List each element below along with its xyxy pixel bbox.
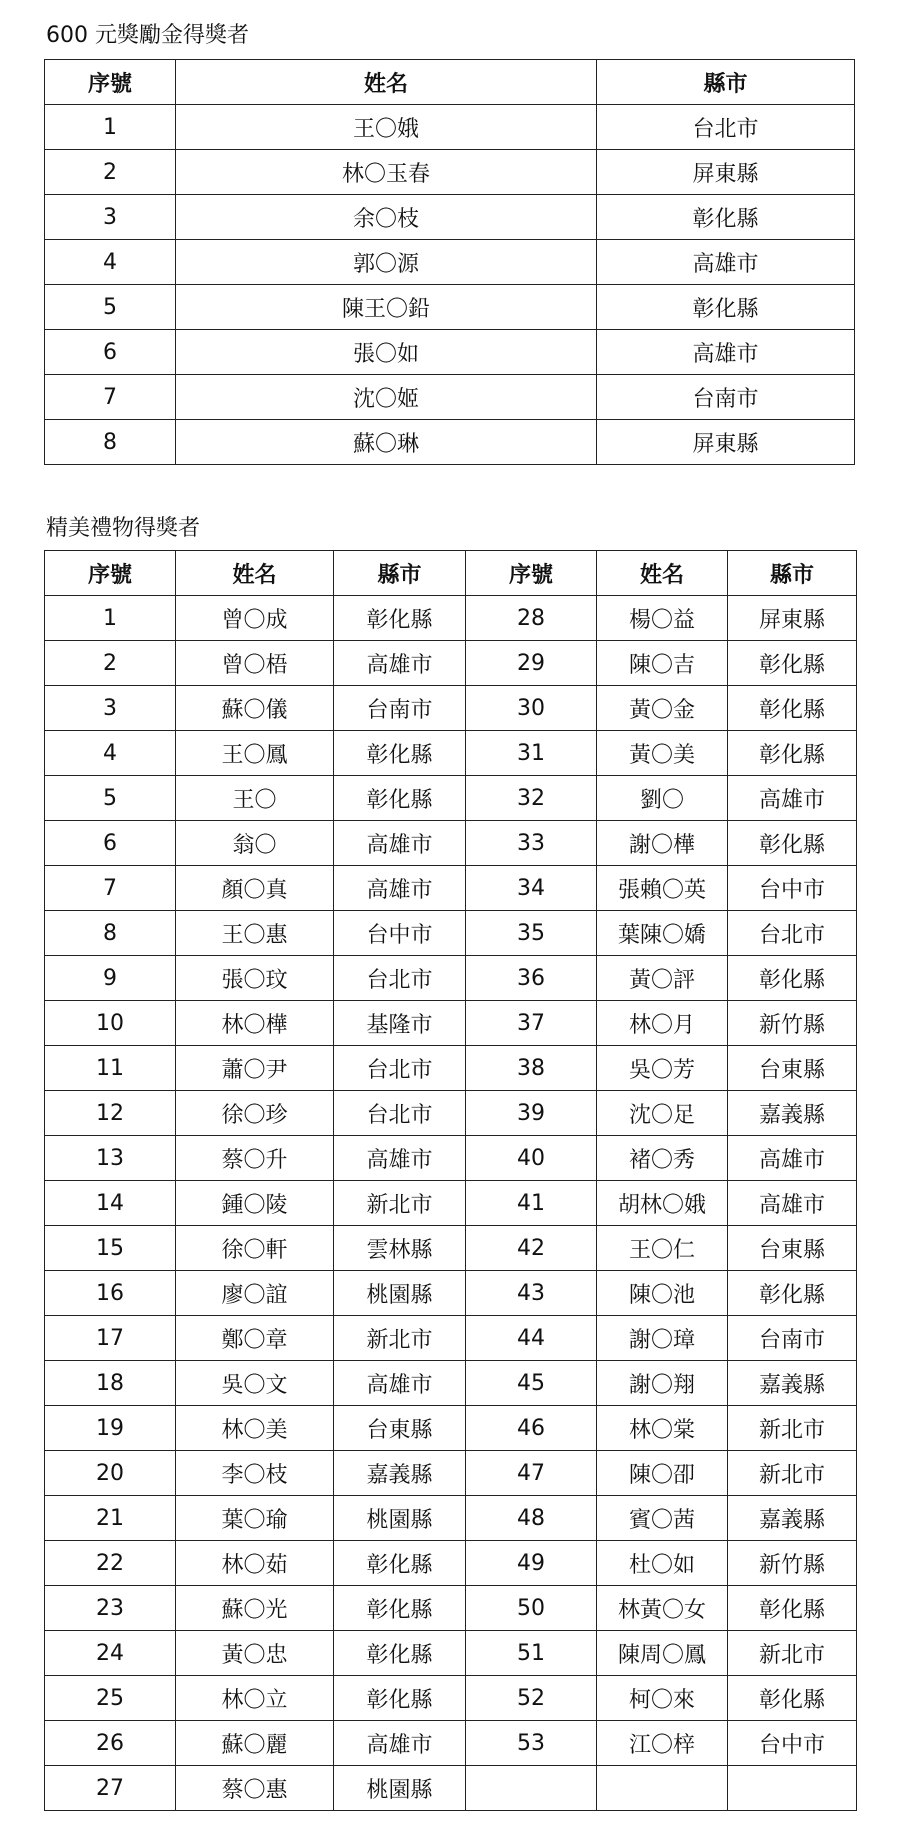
cell-city: 彰化縣 [334, 776, 466, 821]
cell-city: 高雄市 [334, 1721, 466, 1766]
table-row [45, 1361, 857, 1406]
cell-serial: 42 [466, 1226, 597, 1271]
cell-city: 桃園縣 [334, 1766, 466, 1811]
cell-city: 台北市 [728, 911, 857, 956]
cell-name: 葉陳〇嬌 [597, 911, 728, 956]
cell-serial: 46 [466, 1406, 597, 1451]
cell-name: 杜〇如 [597, 1541, 728, 1586]
cell-serial: 49 [466, 1541, 597, 1586]
cell-city: 新竹縣 [728, 1001, 857, 1046]
cell-serial: 28 [466, 596, 597, 641]
cell-city: 高雄市 [334, 1136, 466, 1181]
cash-prize-rows [45, 105, 855, 465]
cell-name: 翁〇 [176, 821, 334, 866]
cell-name: 王〇娥 [176, 105, 597, 150]
cell-name: 李〇枝 [176, 1451, 334, 1496]
cell-name: 林黃〇女 [597, 1586, 728, 1631]
cell-city: 台中市 [728, 1721, 857, 1766]
cell-name: 顏〇真 [176, 866, 334, 911]
table-row [45, 1496, 857, 1541]
cell-name: 黃〇評 [597, 956, 728, 1001]
cell-name: 林〇茹 [176, 1541, 334, 1586]
cell-name: 黃〇金 [597, 686, 728, 731]
cell-serial: 2 [45, 150, 176, 195]
cell-city: 新北市 [728, 1631, 857, 1676]
cell-serial: 7 [45, 866, 176, 911]
cell-city: 台北市 [334, 956, 466, 1001]
cell-name: 林〇立 [176, 1676, 334, 1721]
table-row [45, 150, 855, 195]
cell-name: 張〇如 [176, 330, 597, 375]
cell-name: 劉〇 [597, 776, 728, 821]
cell-name: 葉〇瑜 [176, 1496, 334, 1541]
cell-city: 屏東縣 [597, 150, 855, 195]
cell-serial: 33 [466, 821, 597, 866]
cell-city: 台東縣 [728, 1046, 857, 1091]
cell-serial: 12 [45, 1091, 176, 1136]
cell-name: 張〇玟 [176, 956, 334, 1001]
cell-city: 彰化縣 [728, 1271, 857, 1316]
cell-city: 台東縣 [728, 1226, 857, 1271]
cell-serial: 9 [45, 956, 176, 1001]
cell-serial: 25 [45, 1676, 176, 1721]
table-row [45, 240, 855, 285]
cell-city: 屏東縣 [728, 596, 857, 641]
cell-name: 楊〇益 [597, 596, 728, 641]
header-name: 姓名 [176, 60, 597, 105]
cell-name: 蘇〇光 [176, 1586, 334, 1631]
table-row [45, 1451, 857, 1496]
table-row [45, 1091, 857, 1136]
cell-city: 台東縣 [334, 1406, 466, 1451]
cell-city: 彰化縣 [597, 285, 855, 330]
section-title-cash-prize: 600 元獎勵金得獎者 [46, 23, 249, 48]
cell-name: 徐〇軒 [176, 1226, 334, 1271]
table-row [45, 1541, 857, 1586]
cell-serial: 3 [45, 686, 176, 731]
table-row [45, 375, 855, 420]
header-serial: 序號 [45, 60, 176, 105]
header-city: 縣市 [728, 551, 857, 596]
cell-city: 彰化縣 [597, 195, 855, 240]
gift-winners-table [44, 550, 857, 1811]
cell-name: 王〇 [176, 776, 334, 821]
gift-rows [45, 596, 857, 1811]
cell-serial: 35 [466, 911, 597, 956]
table-row [45, 105, 855, 150]
cell-serial: 1 [45, 596, 176, 641]
cell-city: 嘉義縣 [728, 1496, 857, 1541]
cell-name: 王〇惠 [176, 911, 334, 956]
cell-city: 嘉義縣 [728, 1091, 857, 1136]
table-row [45, 195, 855, 240]
cell-name: 柯〇來 [597, 1676, 728, 1721]
table-header-row [45, 551, 857, 596]
cell-serial: 8 [45, 911, 176, 956]
header-city: 縣市 [334, 551, 466, 596]
cell-serial: 13 [45, 1136, 176, 1181]
cell-name: 陳王〇鉛 [176, 285, 597, 330]
cell-city: 台北市 [597, 105, 855, 150]
cell-name: 王〇鳳 [176, 731, 334, 776]
table-row [45, 1676, 857, 1721]
cell-serial: 14 [45, 1181, 176, 1226]
cell-name: 林〇月 [597, 1001, 728, 1046]
cell-serial: 19 [45, 1406, 176, 1451]
cell-serial: 6 [45, 330, 176, 375]
cell-serial: 5 [45, 285, 176, 330]
table-row [45, 686, 857, 731]
cell-city: 彰化縣 [728, 731, 857, 776]
cell-city: 屏東縣 [597, 420, 855, 465]
cell-name: 謝〇翔 [597, 1361, 728, 1406]
cell-name: 蔡〇升 [176, 1136, 334, 1181]
cell-name: 林〇棠 [597, 1406, 728, 1451]
cell-name: 王〇仁 [597, 1226, 728, 1271]
cell-serial: 18 [45, 1361, 176, 1406]
table-row [45, 1586, 857, 1631]
cell-name: 謝〇樺 [597, 821, 728, 866]
cell-serial: 3 [45, 195, 176, 240]
cell-serial: 24 [45, 1631, 176, 1676]
cell-serial: 15 [45, 1226, 176, 1271]
cell-name [597, 1766, 728, 1811]
cell-name: 蘇〇麗 [176, 1721, 334, 1766]
cell-serial: 39 [466, 1091, 597, 1136]
cell-name: 徐〇珍 [176, 1091, 334, 1136]
cell-city: 彰化縣 [728, 686, 857, 731]
cell-city: 嘉義縣 [728, 1361, 857, 1406]
cell-name: 余〇枝 [176, 195, 597, 240]
cell-city: 彰化縣 [334, 1586, 466, 1631]
cell-city: 彰化縣 [728, 641, 857, 686]
cell-name: 曾〇成 [176, 596, 334, 641]
cell-city: 彰化縣 [728, 1676, 857, 1721]
cell-city: 台南市 [334, 686, 466, 731]
cell-name: 褚〇秀 [597, 1136, 728, 1181]
cell-serial: 11 [45, 1046, 176, 1091]
cell-city: 高雄市 [597, 240, 855, 285]
cell-city: 嘉義縣 [334, 1451, 466, 1496]
cell-serial: 2 [45, 641, 176, 686]
table-row [45, 866, 857, 911]
cell-city: 高雄市 [728, 1136, 857, 1181]
cell-serial: 32 [466, 776, 597, 821]
cell-serial: 20 [45, 1451, 176, 1496]
cell-serial: 7 [45, 375, 176, 420]
cell-serial: 43 [466, 1271, 597, 1316]
cell-city: 彰化縣 [334, 1631, 466, 1676]
table-row [45, 1181, 857, 1226]
cell-serial: 50 [466, 1586, 597, 1631]
table-row [45, 1766, 857, 1811]
cell-city: 高雄市 [334, 641, 466, 686]
cell-name: 胡林〇娥 [597, 1181, 728, 1226]
cell-city: 台中市 [334, 911, 466, 956]
cell-serial: 5 [45, 776, 176, 821]
cell-serial: 29 [466, 641, 597, 686]
cell-serial: 47 [466, 1451, 597, 1496]
cell-serial: 30 [466, 686, 597, 731]
table-row [45, 1136, 857, 1181]
cell-name: 江〇梓 [597, 1721, 728, 1766]
cell-serial: 34 [466, 866, 597, 911]
cell-city: 新北市 [334, 1181, 466, 1226]
cell-city: 彰化縣 [334, 1541, 466, 1586]
cell-city: 高雄市 [334, 821, 466, 866]
cell-city: 基隆市 [334, 1001, 466, 1046]
cell-serial: 23 [45, 1586, 176, 1631]
cell-city: 桃園縣 [334, 1496, 466, 1541]
cell-city: 台南市 [597, 375, 855, 420]
cell-city: 彰化縣 [728, 1586, 857, 1631]
table-row [45, 420, 855, 465]
table-row [45, 1631, 857, 1676]
cell-serial: 16 [45, 1271, 176, 1316]
cell-serial: 8 [45, 420, 176, 465]
cell-city: 高雄市 [597, 330, 855, 375]
cell-serial: 10 [45, 1001, 176, 1046]
cell-serial: 4 [45, 240, 176, 285]
cell-serial: 52 [466, 1676, 597, 1721]
cell-name: 鍾〇陵 [176, 1181, 334, 1226]
table-row [45, 1226, 857, 1271]
table-row [45, 1721, 857, 1766]
cell-name: 蕭〇尹 [176, 1046, 334, 1091]
cell-name: 黃〇忠 [176, 1631, 334, 1676]
header-serial: 序號 [45, 551, 176, 596]
header-name: 姓名 [597, 551, 728, 596]
cell-city: 彰化縣 [334, 596, 466, 641]
cell-name: 陳〇池 [597, 1271, 728, 1316]
cell-serial: 51 [466, 1631, 597, 1676]
cell-serial: 38 [466, 1046, 597, 1091]
cell-serial: 40 [466, 1136, 597, 1181]
cell-name: 蔡〇惠 [176, 1766, 334, 1811]
cell-serial: 22 [45, 1541, 176, 1586]
cell-serial: 36 [466, 956, 597, 1001]
cell-name: 蘇〇儀 [176, 686, 334, 731]
cell-serial: 37 [466, 1001, 597, 1046]
cell-name: 曾〇梧 [176, 641, 334, 686]
cell-city [728, 1766, 857, 1811]
cell-city: 新北市 [728, 1406, 857, 1451]
cell-serial: 26 [45, 1721, 176, 1766]
cash-prize-winners-table [44, 59, 855, 465]
cell-city: 高雄市 [334, 1361, 466, 1406]
cell-city: 桃園縣 [334, 1271, 466, 1316]
table-row [45, 1406, 857, 1451]
cell-serial: 4 [45, 731, 176, 776]
cell-name: 林〇樺 [176, 1001, 334, 1046]
table-row [45, 330, 855, 375]
cell-name: 林〇美 [176, 1406, 334, 1451]
table-row [45, 1001, 857, 1046]
cell-city: 彰化縣 [334, 1676, 466, 1721]
cell-name: 陳〇卲 [597, 1451, 728, 1496]
header-city: 縣市 [597, 60, 855, 105]
section-title-gift-prize: 精美禮物得獎者 [46, 516, 201, 541]
cell-name: 郭〇源 [176, 240, 597, 285]
cell-city: 彰化縣 [334, 731, 466, 776]
cell-serial: 31 [466, 731, 597, 776]
table-row [45, 1316, 857, 1361]
table-row [45, 956, 857, 1001]
table-row [45, 1271, 857, 1316]
cell-name: 吳〇芳 [597, 1046, 728, 1091]
table-row [45, 731, 857, 776]
cell-serial: 48 [466, 1496, 597, 1541]
cell-serial: 1 [45, 105, 176, 150]
cell-name: 沈〇姬 [176, 375, 597, 420]
cell-name: 賓〇茜 [597, 1496, 728, 1541]
cell-city: 高雄市 [728, 776, 857, 821]
header-name: 姓名 [176, 551, 334, 596]
cell-name: 林〇玉春 [176, 150, 597, 195]
cell-serial: 45 [466, 1361, 597, 1406]
cell-name: 謝〇璋 [597, 1316, 728, 1361]
table-row [45, 596, 857, 641]
table-row [45, 821, 857, 866]
cell-city: 台北市 [334, 1091, 466, 1136]
table-row [45, 285, 855, 330]
cell-serial: 17 [45, 1316, 176, 1361]
cell-name: 黃〇美 [597, 731, 728, 776]
cell-serial: 44 [466, 1316, 597, 1361]
table-header-row [45, 60, 855, 105]
cell-serial [466, 1766, 597, 1811]
cell-city: 台南市 [728, 1316, 857, 1361]
cell-serial: 27 [45, 1766, 176, 1811]
table-row [45, 641, 857, 686]
cell-serial: 6 [45, 821, 176, 866]
cell-city: 高雄市 [334, 866, 466, 911]
cell-city: 雲林縣 [334, 1226, 466, 1271]
cell-name: 蘇〇琳 [176, 420, 597, 465]
cell-name: 張賴〇英 [597, 866, 728, 911]
cell-city: 新竹縣 [728, 1541, 857, 1586]
cell-serial: 53 [466, 1721, 597, 1766]
cell-city: 高雄市 [728, 1181, 857, 1226]
table-row [45, 1046, 857, 1091]
cell-city: 彰化縣 [728, 956, 857, 1001]
cell-serial: 21 [45, 1496, 176, 1541]
cell-city: 台北市 [334, 1046, 466, 1091]
cell-serial: 41 [466, 1181, 597, 1226]
cell-city: 彰化縣 [728, 821, 857, 866]
cell-name: 沈〇足 [597, 1091, 728, 1136]
cell-name: 陳〇吉 [597, 641, 728, 686]
cell-name: 吳〇文 [176, 1361, 334, 1406]
header-serial: 序號 [466, 551, 597, 596]
cell-name: 鄭〇章 [176, 1316, 334, 1361]
table-row [45, 776, 857, 821]
cell-city: 新北市 [728, 1451, 857, 1496]
cell-name: 廖〇誼 [176, 1271, 334, 1316]
table-row [45, 911, 857, 956]
cell-city: 新北市 [334, 1316, 466, 1361]
cell-city: 台中市 [728, 866, 857, 911]
cell-name: 陳周〇鳳 [597, 1631, 728, 1676]
